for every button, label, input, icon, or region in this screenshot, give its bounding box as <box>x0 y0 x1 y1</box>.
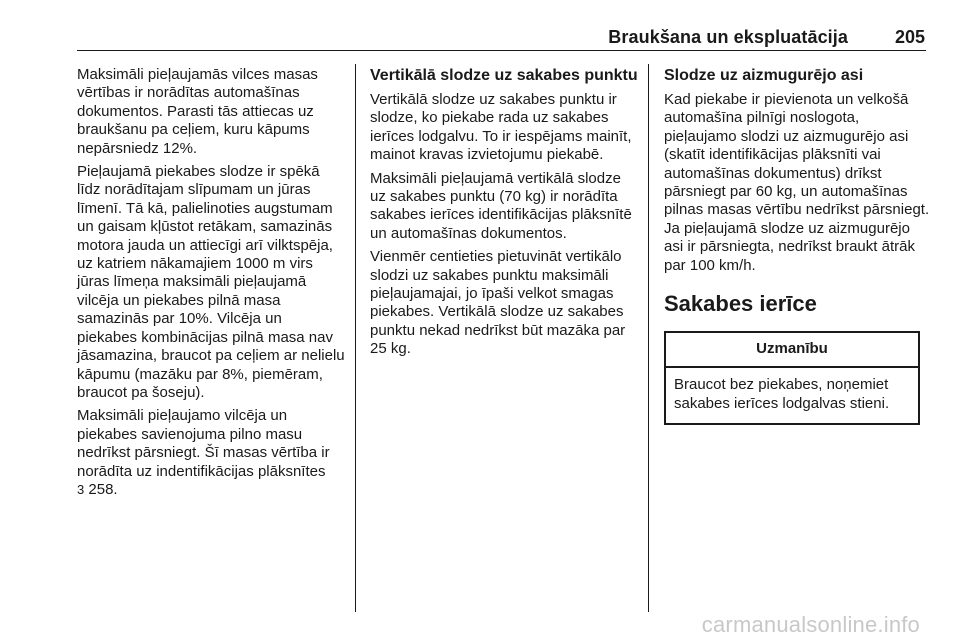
paragraph-text: Maksimāli pieļaujamo vilcēja un piekabes savienojuma pilno masu nedrīkst pārsniegt. Šī masas vērtība ir norādīta uz indentifikācijas plāksnītes <box>77 407 330 480</box>
paragraph: Pieļaujamā piekabes slodze ir spēkā līdz norādītajam slīpumam un jūras līmenī. Tā kā, palielinoties augstumam un gaisam kļūstot retākam, samazinās motora jauda un attiecīgi arī vilktspēja, uz katriem nākamajiem 1000 m virs jūras līmeņa maksimāli pieļaujamā vilcēja un piekabes pilnā masa samazinās par 10%. Vilcēja un piekabes kombinācijas pilnā masa nav jāsamazina, braucot pa ceļiem ar nelielu kāpumu (mazāku par 8%, piemēram, braucot pa šoseju). <box>77 163 345 401</box>
page-reference-icon: 3 <box>77 481 85 497</box>
watermark: carmanualsonline.info <box>701 612 920 637</box>
notice-title: Uzmanību <box>666 333 918 368</box>
paragraph: Maksimāli pieļaujamā vertikālā slodze uz sakabes punktu (70 kg) ir norādīta sakabes ierīces identifikācijas plāksnītē un automašīnas dokumentos. <box>370 169 632 242</box>
notice-body: Braucot bez piekabes, noņemiet sakabes ierīces lodgalvas stieni. <box>674 376 890 412</box>
paragraph: Vertikālā slodze uz sakabes punktu ir slodze, ko piekabe rada uz sakabes ierīces lodgalvu. To ir iespējams mainīt, mainot kravas izvietojumu piekabē. <box>370 91 632 164</box>
column-2 <box>370 66 638 364</box>
section-heading: Slodze uz aizmugurējo asi <box>664 67 864 84</box>
header-title: Braukšana un ekspluatācija <box>608 27 848 47</box>
paragraph <box>77 407 345 499</box>
column-divider <box>355 64 356 612</box>
section-heading: Vertikālā slodze uz sakabes punktu <box>370 67 638 84</box>
column-1 <box>77 66 345 504</box>
paragraph: Kad piekabe ir pievienota un velkošā automašīna pilnīgi noslogota, pieļaujamo slodzi uz aizmugurējo asi (skatīt identifikācijas plāksnīti vai automašīnas dokumentus) drīkst pārsniegt par 60 kg, un automašīnas pilnas masas vērtību nedrīkst pārsniegt. Ja pieļaujamā slodze uz aizmugurējo asi ir pārsniegta, nedrīkst braukt ātrāk par 100 km/h. <box>664 91 930 274</box>
page-number: 205 <box>894 27 925 47</box>
page-reference[interactable]: 258. <box>88 480 118 498</box>
column-divider <box>648 64 649 612</box>
caution-notice <box>664 331 920 425</box>
page-header <box>77 22 926 51</box>
chapter-heading: Sakabes ierīce <box>664 291 817 317</box>
paragraph: Maksimāli pieļaujamās vilces masas vērtības ir norādītas automašīnas dokumentos. Parasti tās attiecas uz braukšanu pa ceļiem, kuru kāpums nepārsniedz 12%. <box>77 66 318 157</box>
paragraph: Vienmēr centieties pietuvināt vertikālo slodzi uz sakabes punktu maksimāli pieļaujamajai, jo īpaši velkot smagas piekabes. Vertikālā slodze uz sakabes punktu nekad nedrīkst būt mazāka par 25 kg. <box>370 248 626 358</box>
column-3 <box>664 66 932 425</box>
